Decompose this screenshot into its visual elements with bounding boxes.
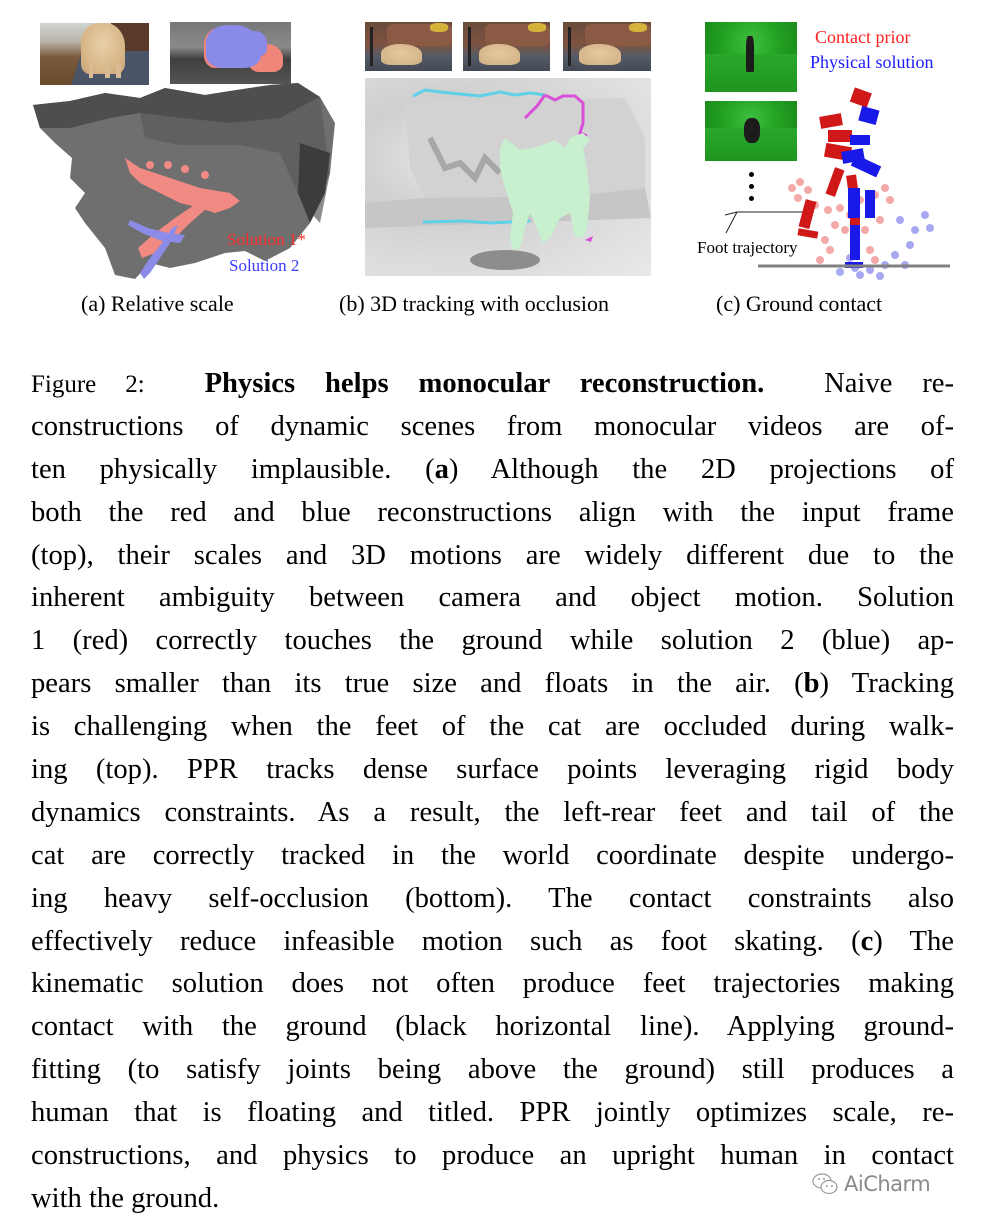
caption-line xyxy=(31,878,954,921)
caption-line-text: inherent ambiguity between camera and object motion. Solution xyxy=(31,582,954,614)
caption-line-text: is challenging when the feet of the cat are occluded during walk- xyxy=(31,711,954,743)
caption-line-text: (top), their scales and 3D motions are widely different due to the xyxy=(31,539,954,571)
panel-b-subcaption: (b) 3D tracking with occlusion xyxy=(339,291,610,316)
figure-caption xyxy=(31,363,954,1221)
legend-physical-solution: Physical solution xyxy=(810,52,934,72)
caption-line-text: ing heavy self-occlusion (bottom). The contact constraints also xyxy=(31,882,954,914)
panel-b-input-frame-2 xyxy=(463,22,550,71)
caption-line-text: both the red and blue reconstructions align with the input frame xyxy=(31,496,954,528)
caption-line xyxy=(31,406,954,449)
solution-1-label: Solution 1* xyxy=(227,230,306,249)
caption-line-text: ) Although the 2D projections of xyxy=(448,453,954,485)
caption-line xyxy=(31,1006,954,1049)
watermark-text: AiCharm xyxy=(844,1172,931,1196)
caption-line xyxy=(31,535,954,578)
caption-line-text: fitting (to satisfy joints being above the ground) still produces a xyxy=(31,1054,954,1086)
panel-a-subcaption: (a) Relative scale xyxy=(81,291,234,316)
foot-trajectory-label: Foot trajectory xyxy=(697,238,798,257)
panel-reference: c xyxy=(860,925,874,957)
figure-title: Physics helps monocular reconstruction. xyxy=(204,368,765,399)
panel-b-3d-scene xyxy=(365,78,651,276)
caption-line-text: 1 (red) correctly touches the ground while solution 2 (blue) ap- xyxy=(31,625,954,657)
caption-line xyxy=(31,449,954,492)
caption-line xyxy=(31,1092,954,1135)
caption-line xyxy=(31,921,954,964)
solution-2-label: Solution 2 xyxy=(229,256,300,275)
caption-line-text: pears smaller than its true size and floats in the air. ( xyxy=(31,668,804,700)
caption-line-text: kinematic solution does not often produce feet trajectories making xyxy=(31,968,954,1000)
panel-b-input-frame-1 xyxy=(365,22,452,71)
wechat-icon xyxy=(812,1172,840,1196)
panel-b-input-frame-3 xyxy=(563,22,651,71)
caption-line-text: ) Tracking xyxy=(819,668,955,700)
caption-line xyxy=(31,577,954,620)
watermark xyxy=(812,1172,930,1196)
caption-line-text: Naive re- xyxy=(824,368,954,399)
caption-line xyxy=(31,706,954,749)
caption-line-text: human that is floating and titled. PPR jointly optimizes scale, re- xyxy=(31,1097,954,1129)
cat-mesh xyxy=(500,133,590,250)
caption-line-text: ) The xyxy=(873,925,955,957)
figure-label: Figure 2: xyxy=(31,371,145,398)
caption-line xyxy=(31,963,954,1006)
caption-line-text: ten physically implausible. ( xyxy=(31,453,435,485)
caption-line-text: cat are correctly tracked in the world coordinate despite undergo- xyxy=(31,839,954,871)
panel-a-input-frame xyxy=(40,23,149,85)
caption-line xyxy=(31,749,954,792)
panel-a-mesh-overlay xyxy=(170,22,291,84)
caption-line-text: ing (top). PPR tracks dense surface points leveraging rigid body xyxy=(31,754,954,786)
caption-line xyxy=(31,663,954,706)
caption-line xyxy=(31,492,954,535)
caption-line-text: dynamics constraints. As a result, the left-rear feet and tail of the xyxy=(31,796,954,828)
foot-trajectory-leader xyxy=(725,212,804,233)
caption-line xyxy=(31,620,954,663)
caption-line-text: constructions, and physics to produce an upright human in contact xyxy=(31,1140,954,1172)
caption-line xyxy=(31,363,954,406)
caption-line-text: constructions of dynamic scenes from monocular videos are of- xyxy=(31,410,954,442)
caption-line-text: with the ground. xyxy=(31,1182,220,1214)
panel-a-3d-scene xyxy=(30,83,338,283)
tail-trajectory-cyan xyxy=(413,90,545,96)
caption-line xyxy=(31,835,954,878)
caption-line xyxy=(31,1049,954,1092)
caption-body xyxy=(31,406,954,1221)
caption-line-text: contact with the ground (black horizontal line). Applying ground- xyxy=(31,1011,954,1043)
legend-contact-prior: Contact prior xyxy=(815,27,911,47)
caption-line xyxy=(31,792,954,835)
panel-reference: a xyxy=(434,453,449,485)
caption-line-text: effectively reduce infeasible motion such as foot skating. ( xyxy=(31,925,861,957)
panel-c-subcaption: (c) Ground contact xyxy=(716,291,883,316)
panel-c-physics-scene xyxy=(680,80,980,290)
panel-reference: b xyxy=(803,668,820,700)
